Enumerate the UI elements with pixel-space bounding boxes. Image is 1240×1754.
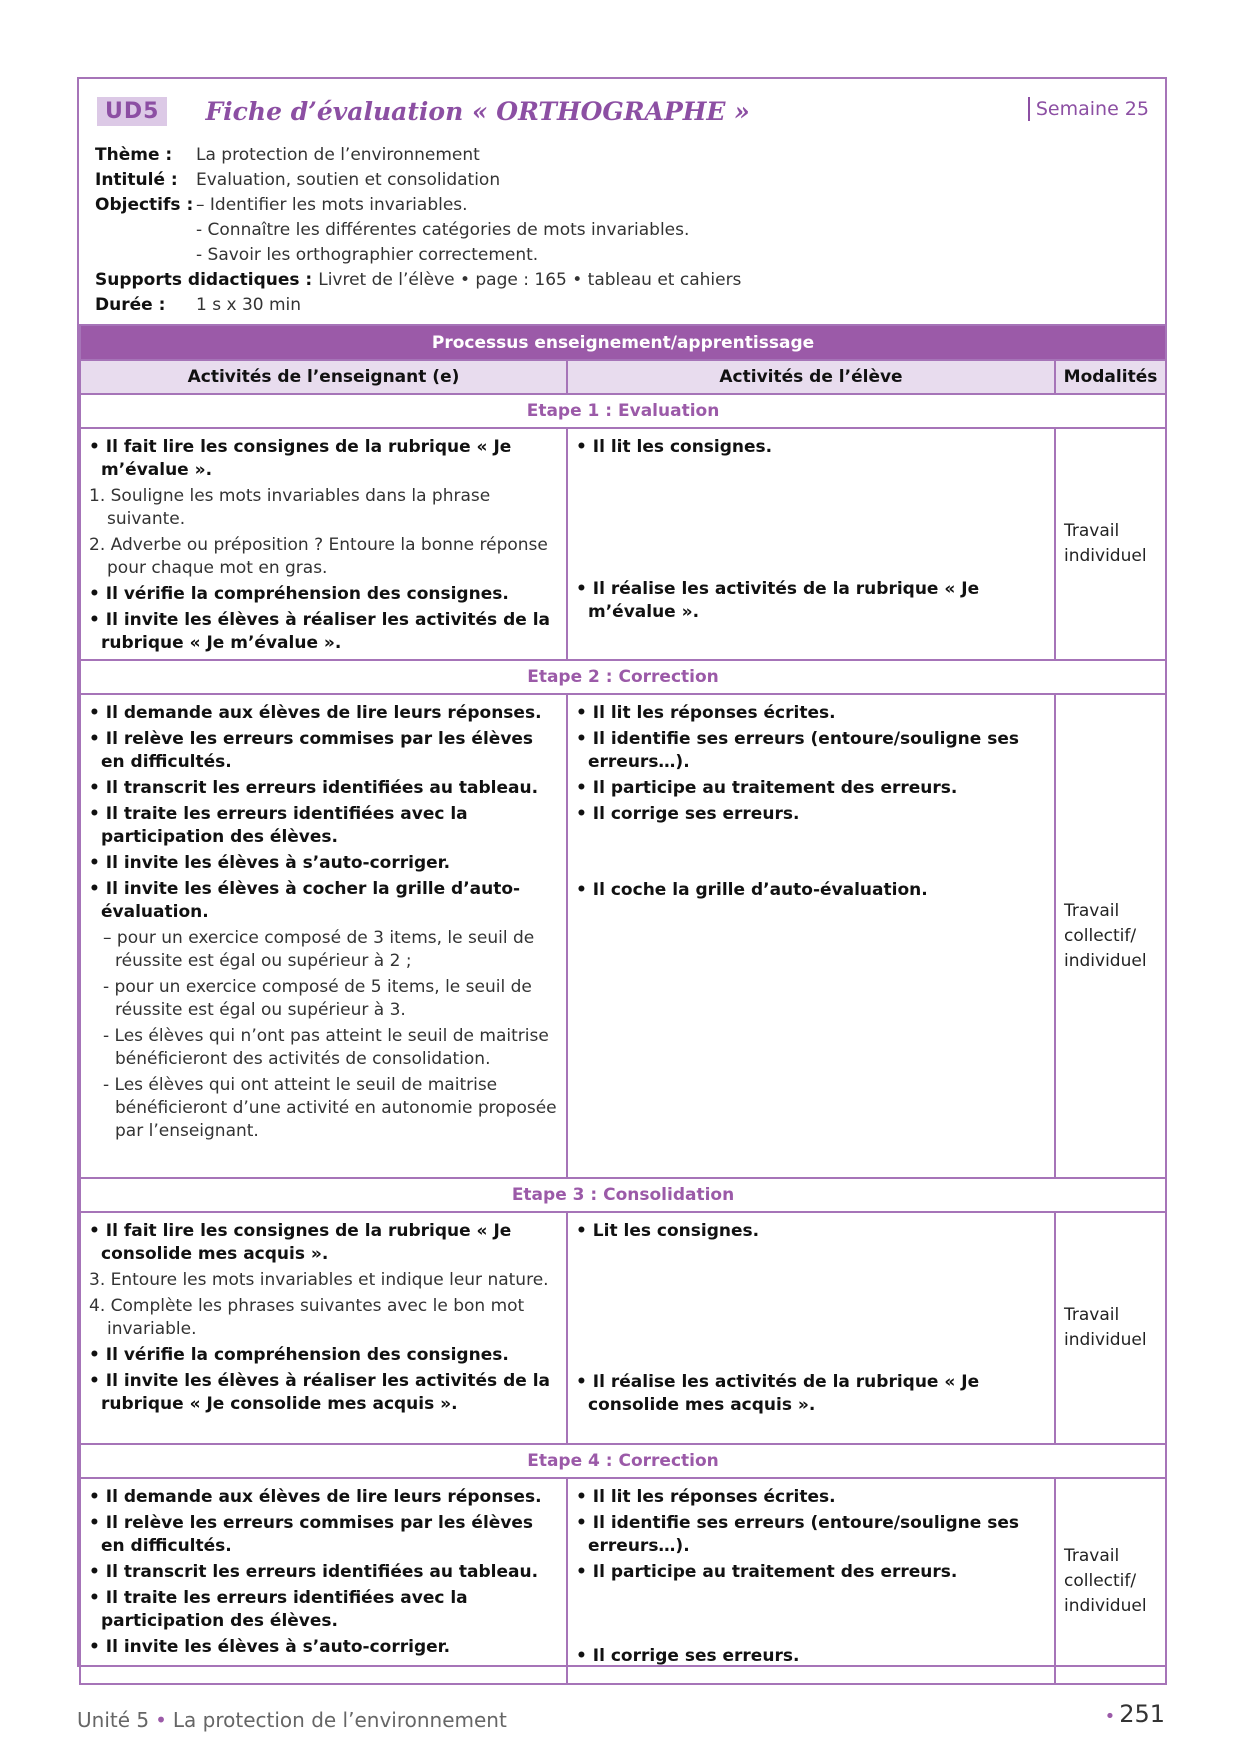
footer-unit [77,1708,507,1732]
list-item: • Il identifie ses erreurs (entoure/souligne ses erreurs…). [576,729,1019,772]
duree-value: 1 s x 30 min [196,295,302,315]
list-item: • Il lit les réponses écrites. [576,703,836,723]
modality-line: individuel [1064,950,1147,971]
modality-line: individuel [1064,1330,1147,1350]
list-item: 4. Complète les phrases suivantes avec le bon mot invariable. [89,1296,525,1339]
modality-line: individuel [1064,1595,1147,1616]
objectif-item: - Connaître les différentes catégories de mots invariables. [196,220,690,240]
list-item: • Il invite les élèves à réaliser les activités de la rubrique « Je m’évalue ». [89,610,550,653]
step-3-modality [1055,1212,1166,1444]
step-1-title: Etape 1 : Evaluation [80,394,1166,428]
step-1-student [567,428,1055,660]
title-row [95,93,1149,129]
intitule-label: Intitulé : [95,170,178,190]
list-item: • Il réalise les activités de la rubrique « Je consolide mes acquis ». [576,1372,980,1415]
list-item: • Il relève les erreurs commises par les élèves en difficultés. [89,1513,534,1556]
col-header-modalites: Modalités [1055,360,1166,394]
modality-line: Travail [1064,900,1120,921]
modality-line: Travail [1064,521,1120,541]
modality-line: collectif/ [1064,1570,1137,1591]
list-item: • Il traite les erreurs identifiées avec la participation des élèves. [89,804,468,847]
list-item: • Il identifie ses erreurs (entoure/souligne ses erreurs…). [576,1513,1019,1556]
list-item: • Il relève les erreurs commises par les élèves en difficultés. [89,729,534,772]
page-number [1105,1700,1165,1728]
list-item: • Il corrige ses erreurs. [576,804,800,824]
week-label: Semaine 25 [1028,97,1149,121]
step-4-modality [1055,1478,1166,1684]
list-item: • Il coche la grille d’auto-évaluation. [576,880,928,900]
list-item: • Il transcrit les erreurs identifiées au tableau. [89,778,539,798]
list-item: • Il lit les réponses écrites. [576,1487,836,1507]
list-item: 1. Souligne les mots invariables dans la phrase suivante. [89,486,491,529]
theme-value: La protection de l’environnement [196,145,480,165]
page-title: Fiche d’évaluation « ORTHOGRAPHE » [205,96,750,126]
step-3-title: Etape 3 : Consolidation [80,1178,1166,1212]
list-item: • Il demande aux élèves de lire leurs réponses. [89,703,542,723]
intitule-value: Evaluation, soutien et consolidation [196,170,501,190]
footer-theme: La protection de l’environnement [172,1708,507,1732]
supports-label: Supports didactiques : [95,270,313,290]
list-item: • Il corrige ses erreurs. [576,1646,800,1666]
list-item: • Il lit les consignes. [576,437,773,457]
sheet-header [79,79,1165,324]
evaluation-sheet [77,77,1167,1667]
list-item: • Il participe au traitement des erreurs. [576,778,958,798]
modality-line: Travail [1064,1305,1120,1325]
list-item: • Il fait lire les consignes de la rubrique « Je m’évalue ». [89,437,512,480]
step-3-student [567,1212,1055,1444]
process-table [79,324,1167,1685]
col-header-enseignant: Activités de l’enseignant (e) [80,360,567,394]
step-3-teacher [80,1212,567,1444]
list-item: • Il fait lire les consignes de la rubrique « Je consolide mes acquis ». [89,1221,512,1264]
step-2-student [567,694,1055,1178]
list-item: • Il vérifie la compréhension des consignes. [89,1345,509,1365]
step-2-modality [1055,694,1166,1178]
list-item: • Il invite les élèves à s’auto-corriger. [89,853,451,873]
list-item: • Il invite les élèves à cocher la grille d’auto-évaluation. [89,879,521,922]
objectif-item: - Savoir les orthographier correctement. [196,245,539,265]
supports-value: Livret de l’élève • page : 165 • tableau et cahiers [318,270,742,290]
modality-line: individuel [1064,546,1147,566]
list-item: • Il invite les élèves à s’auto-corriger. [89,1637,451,1657]
step-4-teacher [80,1478,567,1684]
step-4-student [567,1478,1055,1684]
list-item: • Il participe au traitement des erreurs. [576,1562,958,1582]
bullet-icon: • [155,1708,167,1732]
list-item: - Les élèves qui ont atteint le seuil de maitrise bénéficieront d’une activité en autonomie proposée par l’enseignant. [103,1075,557,1141]
objectif-item: – Identifier les mots invariables. [196,195,468,215]
list-item: 2. Adverbe ou préposition ? Entoure la bonne réponse pour chaque mot en gras. [89,535,548,578]
theme-label: Thème : [95,145,173,165]
list-item: - Les élèves qui n’ont pas atteint le seuil de maitrise bénéficieront des activités de consolidation. [103,1026,549,1069]
list-item: 3. Entoure les mots invariables et indique leur nature. [89,1270,549,1290]
unit-badge: UD5 [97,97,167,126]
page-number-value: 251 [1119,1700,1165,1728]
list-item: • Il réalise les activités de la rubrique « Je m’évalue ». [576,579,980,622]
list-item: - pour un exercice composé de 5 items, le seuil de réussite est égal ou supérieur à 3. [103,977,532,1020]
step-1-modality [1055,428,1166,660]
duree-label: Durée : [95,295,166,315]
step-2-teacher [80,694,567,1178]
col-header-eleve: Activités de l’élève [567,360,1055,394]
list-item: • Il transcrit les erreurs identifiées au tableau. [89,1562,539,1582]
list-item: • Il invite les élèves à réaliser les activités de la rubrique « Je consolide mes acquis ». [89,1371,550,1414]
step-2-title: Etape 2 : Correction [80,660,1166,694]
list-item: • Il traite les erreurs identifiées avec la participation des élèves. [89,1588,468,1631]
step-1-teacher [80,428,567,660]
list-item: • Lit les consignes. [576,1221,760,1241]
step-4-title: Etape 4 : Correction [80,1444,1166,1478]
bullet-icon: • [1104,1706,1116,1727]
objectifs-label: Objectifs : [95,195,194,215]
footer-unit-label: Unité 5 [77,1708,150,1732]
list-item: • Il demande aux élèves de lire leurs réponses. [89,1487,542,1507]
process-title: Processus enseignement/apprentissage [80,325,1166,360]
list-item: • Il vérifie la compréhension des consignes. [89,584,509,604]
modality-line: Travail [1064,1545,1120,1566]
modality-line: collectif/ [1064,925,1137,946]
lesson-info [95,143,1149,318]
list-item: – pour un exercice composé de 3 items, le seuil de réussite est égal ou supérieur à 2 ; [103,928,535,971]
